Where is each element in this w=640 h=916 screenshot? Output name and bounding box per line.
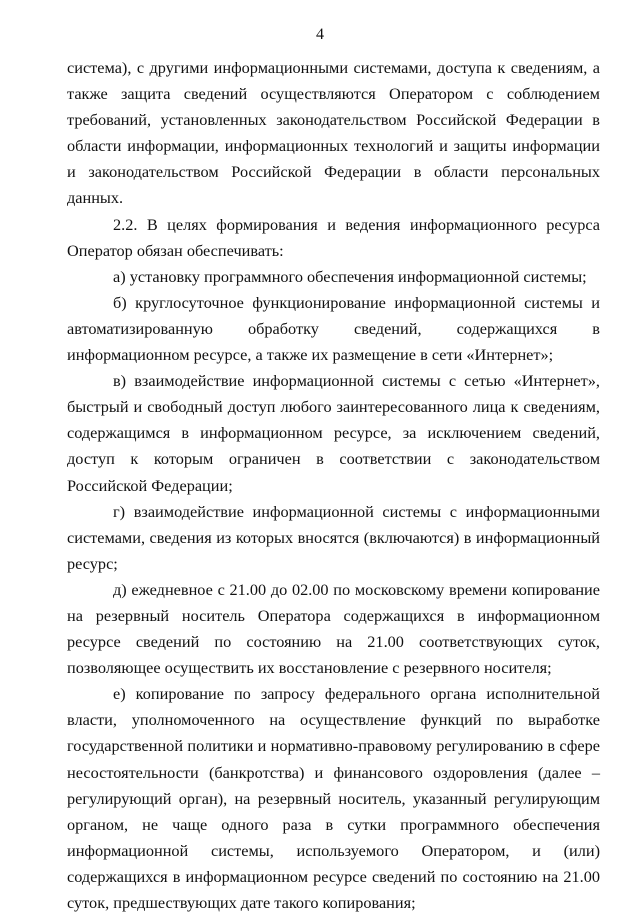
- document-body: [67, 55, 600, 916]
- list-item-v: в) взаимодействие информационной системы с сетью «Интернет», быстрый и свободный доступ любого заинтересованного лица к сведениям, содержащимся в информационном ресурсе, за исключением сведений, доступ к которым ограничен в соответствии с законодательством Российской Федерации;: [67, 371, 600, 495]
- paragraph-continuation: система), с другими информационными системами, доступа к сведениям, а также защита сведений осуществляются Оператором с соблюдением требований, установленных законодательством Российской Федерации в области информации, информационных технологий и защиты информации и законодательством Российской Федерации в области персональных данных.: [67, 58, 600, 208]
- list-item-d: д) ежедневное с 21.00 до 02.00 по московскому времени копирование на резервный носитель Оператора содержащихся в информационном ресурсе сведений по состоянию на 21.00 соответствующих суток, позволяющее осуществить их восстановление с резервного носителя;: [67, 579, 600, 678]
- list-item-e: е) копирование по запросу федерального органа исполнительной власти, уполномоченного на осуществление функций по выработке государственной политики и нормативно-правовому регулированию в сфере несостоятельности (банкротства) и финансового оздоровления (далее – регулирующий орган), на резервный носитель, указанный регулирующим органом, не чаще одного раза в сутки программного обеспечения информационной системы, используемого Оператором, и (или) содержащихся в информационном ресурсе сведений по состоянию на 21.00 суток, предшествующих дате такого копирования;: [67, 684, 600, 912]
- list-item-g: г) взаимодействие информационной системы с информационными системами, сведения из которых вносятся (включаются) в информационный ресурс;: [67, 501, 600, 573]
- paragraph-2-2: 2.2. В целях формирования и ведения информационного ресурса Оператор обязан обеспечивать:: [67, 214, 600, 260]
- list-item-b: б) круглосуточное функционирование информационной системы и автоматизированную обработку сведений, содержащихся в информационном ресурсе, а также их размещение в сети «Интернет»;: [67, 292, 600, 365]
- page-number: 4: [316, 26, 324, 43]
- list-item-a: а) установку программного обеспечения информационной системы;: [113, 266, 587, 286]
